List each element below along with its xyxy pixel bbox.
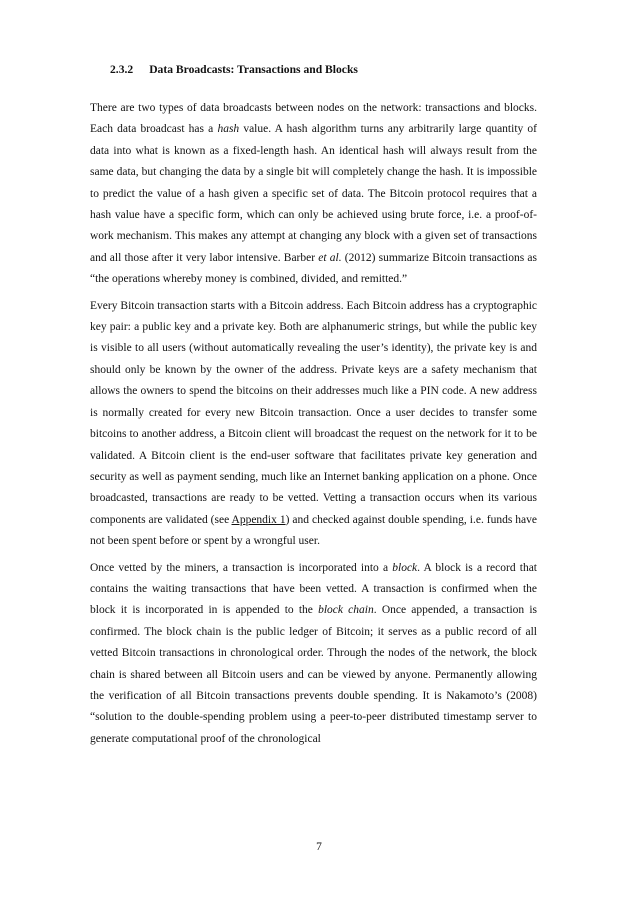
paragraph-2 [90, 296, 537, 553]
emphasis-block: block [392, 561, 418, 574]
text-run: value. A hash algorithm turns any arbitrarily large quantity of data into what is known as a fixed-length hash. An identical hash will always result from the same data, but changing the data by a single bit will completely change the hash. It is impossible to predict the value of a hash given a specific set of data. The Bitcoin protocol requires that a hash value have a specific form, which can only be achieved using brute force, i.e. a proof-of-work mechanism. This makes any attempt at changing any block with a given set of transactions and all those after it very labor intensive. Barber [90, 123, 538, 264]
emphasis-et-al: et al. [318, 251, 342, 264]
section-number: 2.3.2 [110, 63, 134, 76]
text-run: (2012) summarize Bitcoin transactions as “the operations whereby money is combined, divided, and remitted.” [90, 251, 537, 286]
text-run: . A block is a record that contains the waiting transactions that have been vetted. A transaction is confirmed when the block it is incorporated in is appended to the [90, 561, 537, 617]
body-text [90, 98, 537, 755]
text-run: There are two types of data broadcasts between nodes on the network: transactions and blocks. Each data broadcast has a [90, 102, 537, 136]
text-run: . Once appended, a transaction is confirmed. The block chain is the public ledger of Bitcoin; it serves as a public record of all vetted Bitcoin transactions in chronological order. Through the nodes of the network, the block chain is shared between all Bitcoin users and can be viewed by anyone. Permanently allowing the verification of all Bitcoin transactions prevents double spending. It is Nakamoto’s (2008) “solution to the double-spending problem using a peer-to-peer distributed timestamp server to generate computational proof of the chronological [90, 604, 537, 745]
page-number: 7 [316, 841, 322, 853]
paragraph-1 [90, 98, 537, 291]
text-run: ) and checked against double spending, i.e. funds have not been spent before or spent by a wrongful user. [90, 513, 538, 548]
text-run: Once vetted by the miners, a transaction is incorporated into a [90, 561, 393, 574]
paragraph-3 [90, 558, 537, 751]
section-title: Data Broadcasts: Transactions and Blocks [149, 63, 358, 76]
appendix-1-link[interactable]: Appendix 1 [231, 513, 286, 526]
section-heading [110, 62, 358, 78]
emphasis-block-chain: block chain [318, 604, 374, 617]
text-run: Every Bitcoin transaction starts with a Bitcoin address. Each Bitcoin address has a cryptographic key pair: a public key and a private key. Both are alphanumeric strings, but while the public key is visible to all users (without automatically revealing the user’s identity), the private key is and should only be known by the owner of the address. Private keys are a safety mechanism that allows the owners to spend the bitcoins on their addresses much like a PIN code. A new address is normally created for every new Bitcoin transaction. Once a user decides to transfer some bitcoins to another address, a Bitcoin client will broadcast the request on the network for it to be validated. A Bitcoin client is the end-user software that facilitates private key generation and security as well as payment sending, much like an Internet banking application on a phone. Once broadcasted, transactions are ready to be vetted. Vetting a transaction occurs when its various components are validated (see [90, 299, 537, 526]
emphasis-hash: hash [217, 123, 240, 136]
